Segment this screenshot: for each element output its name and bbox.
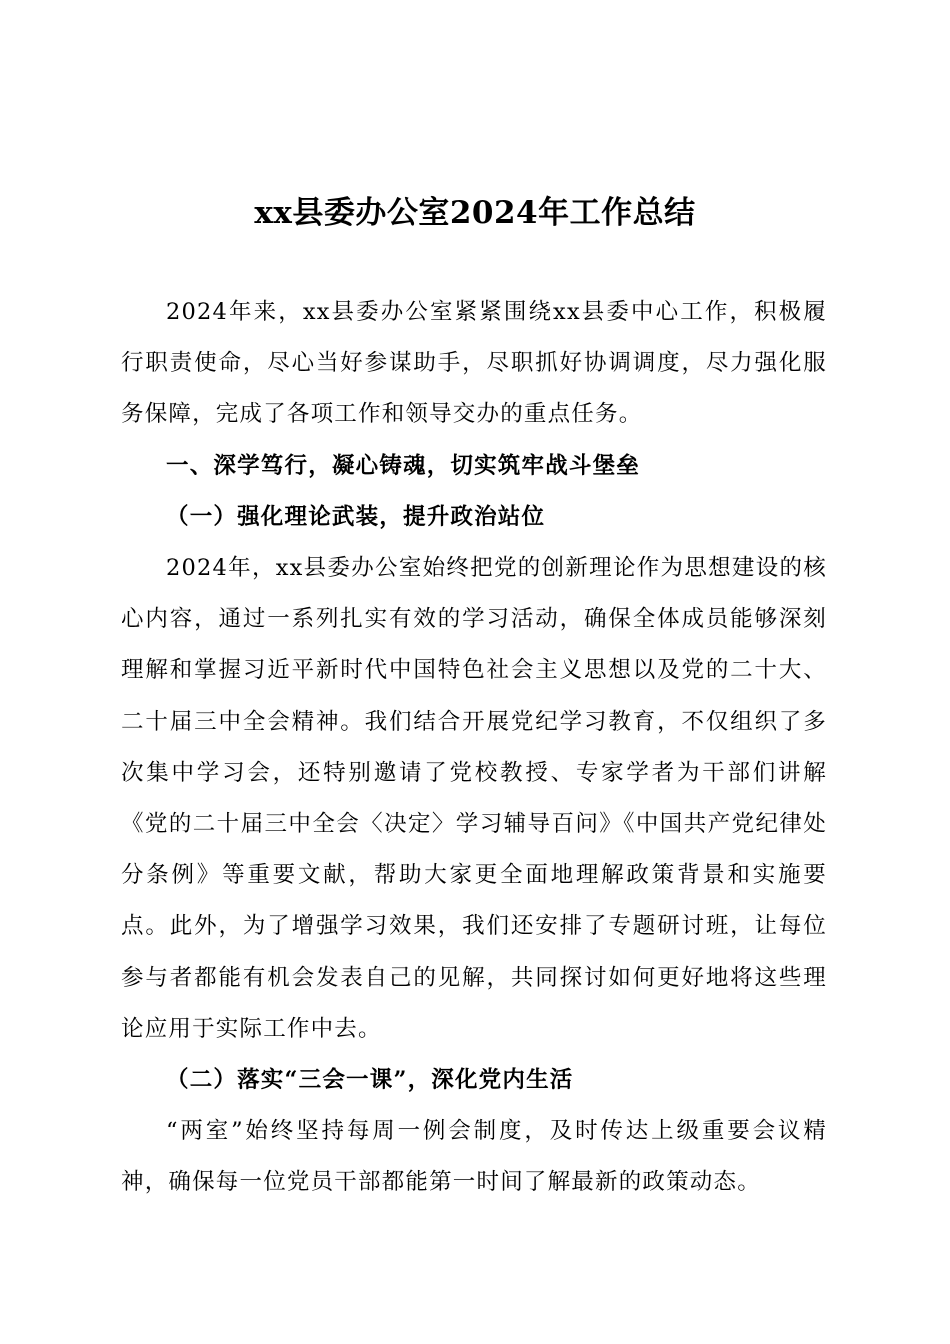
intro-paragraph: 2024年来，xx县委办公室紧紧围绕xx县委中心工作，积极履行职责使命，尽心当好参谋助手，尽职抓好协调调度，尽力强化服务保障，完成了各项工作和领导交办的重点任务。 <box>121 299 827 428</box>
subsection-2-heading: （二）落实“三会一课”，深化党内生活 <box>166 1067 574 1094</box>
document-title: xx县委办公室2024年工作总结 <box>254 195 696 231</box>
subsection-1-paragraph: 2024年，xx县委办公室始终把党的创新理论作为思想建设的核心内容，通过一系列扎实有效的学习活动，确保全体成员能够深刻理解和掌握习近平新时代中国特色社会主义思想以及党的二十大、二十届三中全会精神。我们结合开展党纪学习教育，不仅组织了多次集中学习会，还特别邀请了党校教授、专家学者为干部们讲解《党的二十届三中全会〈决定〉学习辅导百问》《中国共产党纪律处分条例》等重要文献，帮助大家更全面地理解政策背景和实施要点。此外，为了增强学习效果，我们还安排了专题研讨班，让每位参与者都能有机会发表自己的见解，共同探讨如何更好地将这些理论应用于实际工作中去。 <box>121 555 827 1042</box>
section-1-heading: 一、深学笃行，凝心铸魂，切实筑牢战斗堡垒 <box>166 452 641 479</box>
subsection-1-heading: （一）强化理论武装，提升政治站位 <box>166 503 546 530</box>
subsection-2-paragraph: “两室”始终坚持每周一例会制度，及时传达上级重要会议精神，确保每一位党员干部都能第一时间了解最新的政策动态。 <box>121 1118 827 1196</box>
document-body <box>121 287 827 1209</box>
